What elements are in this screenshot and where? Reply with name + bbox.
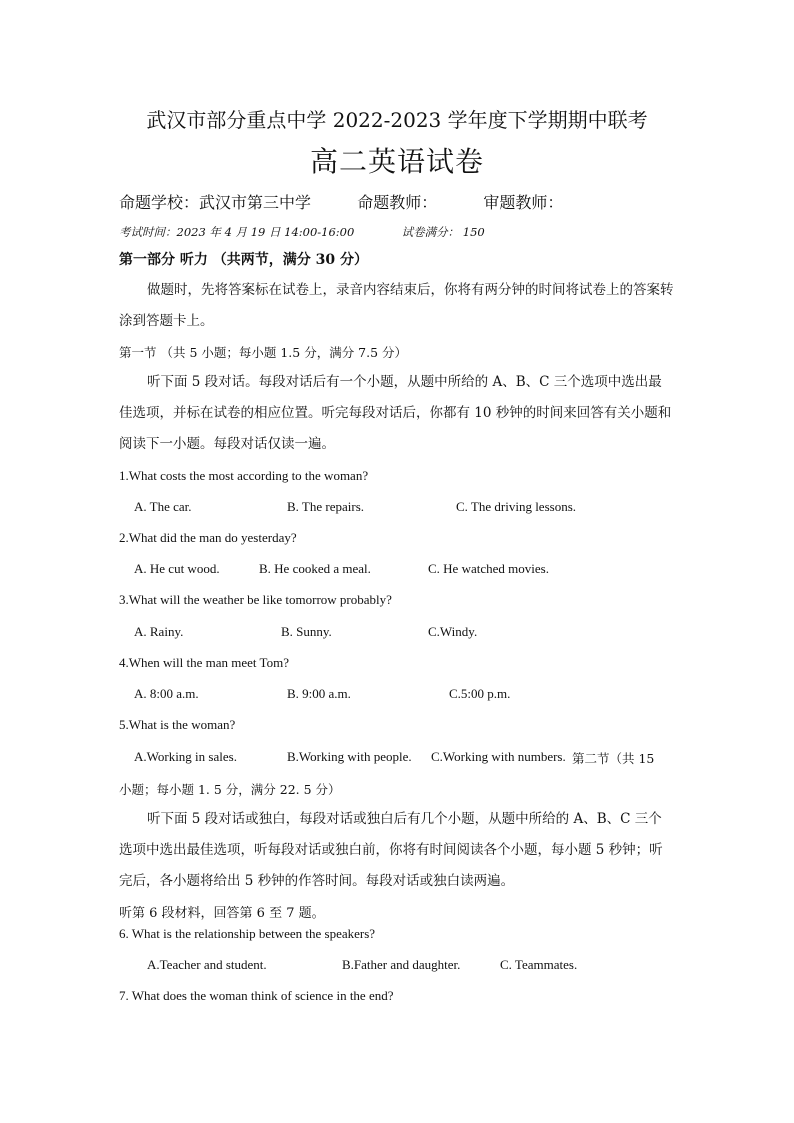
option-c: C. The driving lessons.	[456, 499, 577, 514]
reviewer-label: 审题教师：	[483, 193, 564, 212]
exam-authors	[119, 190, 563, 213]
question-7: 7. What does the woman think of science in the end?	[119, 988, 394, 1003]
option-c: C.Working with numbers.	[431, 749, 566, 764]
option-b: B.Working with people.	[287, 749, 412, 764]
section1-instructions: 听下面 5 段对话。每段对话后有一个小题，从题中所给的 A、B、C 三个选项中选出最佳选项，并标在试卷的相应位置。听完每段对话后，你都有 10 秒钟的时间来回答有关小题和阅读下一小题。每段对话仅读一遍。	[119, 374, 672, 452]
option-a: A.Working in sales.	[134, 749, 237, 764]
question-6: 6. What is the relationship between the speakers?	[119, 926, 376, 941]
option-c: C.5:00 p.m.	[449, 686, 511, 701]
teacher-label: 命题教师：	[357, 193, 438, 212]
option-b: B. 9:00 a.m.	[287, 686, 351, 701]
option-b: B. Sunny.	[281, 624, 332, 639]
question-3: 3.What will the weather be like tomorrow probably?	[119, 592, 392, 607]
exam-info	[119, 224, 485, 240]
school-label: 命题学校：武汉市第三中学	[119, 193, 312, 212]
material-note: 听第 6 段材料，回答第 6 至 7 题。	[119, 906, 325, 921]
full-score: 试卷满分： 150	[401, 225, 485, 239]
question-1: 1.What costs the most according to the woman?	[119, 468, 369, 483]
option-c: C. He watched movies.	[428, 561, 549, 576]
part1-heading: 第一部分 听力 （共两节，满分 30 分）	[119, 252, 368, 268]
option-c: C. Teammates.	[500, 957, 578, 972]
exam-time: 考试时间：2023 年 4 月 19 日 14:00-16:00	[119, 225, 355, 239]
option-a: A. He cut wood.	[134, 561, 220, 576]
option-b: B. The repairs.	[287, 499, 365, 514]
question-4: 4.When will the man meet Tom?	[119, 655, 289, 670]
option-a: A.Teacher and student.	[147, 957, 267, 972]
option-a: A. Rainy.	[134, 624, 184, 639]
question-5: 5.What is the woman?	[119, 717, 236, 732]
option-a: A. The car.	[134, 499, 192, 514]
exam-subtitle: 高二英语试卷	[309, 145, 484, 178]
option-b: B. He cooked a meal.	[259, 561, 371, 576]
section2-heading-end: 小题；每小题 1. 5 分，满分 22. 5 分）	[119, 782, 341, 797]
section2-instructions: 听下面 5 段对话或独白，每段对话或独白后有几个小题，从题中所给的 A、B、C 三个选项中选出最佳选项，听每段对话或独白前，你将有时间阅读各个小题，每小题 5 秒钟；听完后，各小题将给出 5 秒钟的作答时间。每段对话或独白读两遍。	[119, 811, 663, 889]
exam-title: 武汉市部分重点中学 2022-2023 学年度下学期期中联考	[146, 108, 648, 132]
option-c: C.Windy.	[428, 624, 478, 639]
section2-heading-start: 第二节（共 15	[572, 751, 655, 766]
question-2: 2.What did the man do yesterday?	[119, 530, 297, 545]
option-a: A. 8:00 a.m.	[134, 686, 199, 701]
option-b: B.Father and daughter.	[342, 957, 461, 972]
part1-instructions: 做题时，先将答案标在试卷上，录音内容结束后，你将有两分钟的时间将试卷上的答案转涂到答题卡上。	[119, 282, 674, 329]
section1-heading: 第一节 （共 5 小题；每小题 1.5 分，满分 7.5 分）	[119, 345, 408, 360]
